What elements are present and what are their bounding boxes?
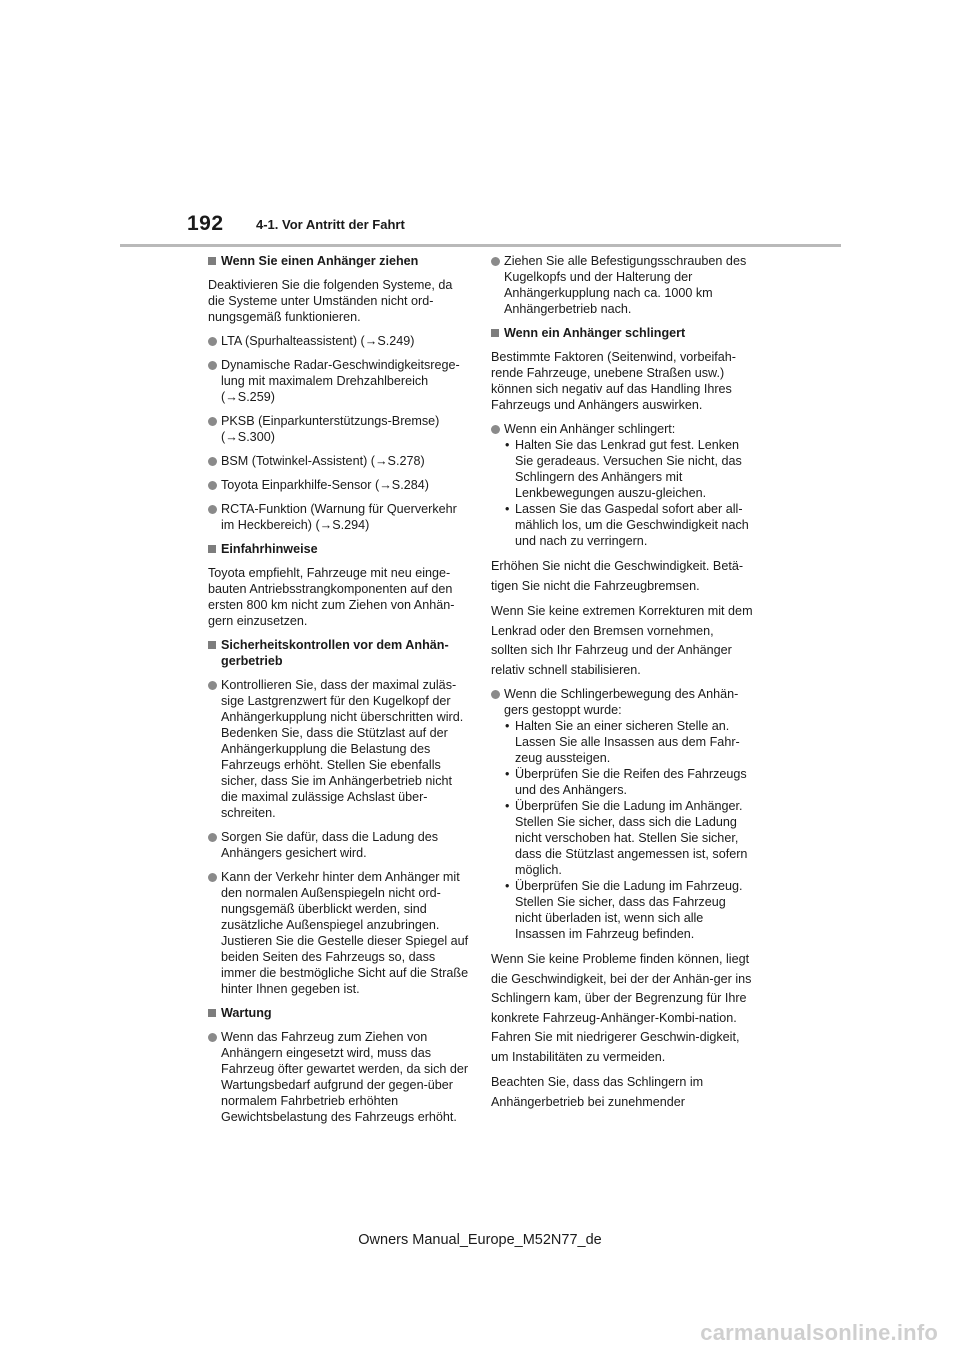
bullet-sicherheit: Kann der Verkehr hinter dem Anhänger mit den normalen Außenspiegeln nicht ord-nungsgemäß überblickt werden, sind zusätzliche Außenspiegel anzubringen. Justieren Sie die Gestelle dieser Spiegel auf beiden Seiten des Fahrzeugs so, dass immer die bestmögliche Sicht auf die Straße hinter Ihnen gegeben ist. xyxy=(208,869,470,997)
watermark: carmanualsonline.info xyxy=(700,1320,938,1345)
square-bullet-icon xyxy=(208,545,216,553)
circle-bullet-icon xyxy=(208,681,217,690)
bullet-schlinger xyxy=(491,421,753,549)
circle-bullet-icon xyxy=(491,425,500,434)
sub-item: • Überprüfen Sie die Reifen des Fahrzeugs und des Anhängers. xyxy=(505,767,747,797)
circle-bullet-icon xyxy=(208,337,217,346)
circle-bullet-icon xyxy=(208,833,217,842)
header-rule xyxy=(120,244,841,247)
paragraph-schlinger-intro: Bestimmte Faktoren (Seitenwind, vorbeifah-rende Fahrzeuge, unebene Straßen usw.) können sich negativ auf das Handling Ihres Fahrzeugs und Anhängers auswirken. xyxy=(491,350,736,412)
paragraph-erhoehen: Erhöhen Sie nicht die Geschwindigkeit. Betä-tigen Sie nicht die Fahrzeugbremsen. xyxy=(491,559,744,593)
bullet-system: LTA (Spurhalteassistent) (→S.249) xyxy=(208,333,470,349)
square-bullet-icon xyxy=(208,1009,216,1017)
bullet-schlinger-label: Wenn ein Anhänger schlingert: xyxy=(504,422,676,436)
paragraph-beachten: Beachten Sie, dass das Schlingern im Anhängerbetrieb bei zunehmender xyxy=(491,1075,704,1109)
sub-item: • Halten Sie an einer sicheren Stelle an. Lassen Sie alle Insassen aus dem Fahr-zeug aussteigen. xyxy=(505,719,740,765)
square-bullet-icon xyxy=(491,329,499,337)
circle-bullet-icon xyxy=(208,481,217,490)
circle-bullet-icon xyxy=(491,690,500,699)
circle-bullet-icon xyxy=(208,873,217,882)
section-title: 4-1. Vor Antritt der Fahrt xyxy=(256,217,405,232)
bullet-system: BSM (Totwinkel-Assistent) (→S.278) xyxy=(208,453,470,469)
circle-bullet-icon xyxy=(208,361,217,370)
circle-bullet-icon xyxy=(208,1033,217,1042)
bullet-system: Dynamische Radar-Geschwindigkeitsrege-lung mit maximalem Drehzahlbereich (→S.259) xyxy=(208,357,470,405)
left-column xyxy=(208,253,470,1133)
paragraph-probleme: Wenn Sie keine Probleme finden können, liegt die Geschwindigkeit, bei der der Anhän-ger ins Schlingern kam, über der Begrenzung für Ihre konkrete Fahrzeug-Anhänger-Kombi-nation. Fahren Sie mit niedrigerer Geschwin-digkeit, um Instabilitäten zu vermeiden. xyxy=(491,952,752,1064)
bullet-system: RCTA-Funktion (Warnung für Querverkehr im Heckbereich) (→S.294) xyxy=(208,501,470,533)
circle-bullet-icon xyxy=(208,505,217,514)
heading-schlinger: Wenn ein Anhänger schlingert xyxy=(491,325,753,341)
heading-anhaenger: Wenn Sie einen Anhänger ziehen xyxy=(208,253,470,269)
bullet-system: Toyota Einparkhilfe-Sensor (→S.284) xyxy=(208,477,470,493)
square-bullet-icon xyxy=(208,257,216,265)
footer-manual-id: Owners Manual_Europe_M52N77_de xyxy=(358,1232,602,1248)
bullet-gestoppt xyxy=(491,686,753,942)
bullet-system: PKSB (Einparkunterstützungs-Bremse) (→S.300) xyxy=(208,413,470,445)
circle-bullet-icon xyxy=(491,257,500,266)
bullet-gestoppt-label: Wenn die Schlingerbewegung des Anhän-gers gestoppt wurde: xyxy=(504,687,739,717)
heading-sicherheit: Sicherheitskontrollen vor dem Anhän-gerbetrieb xyxy=(208,637,470,669)
circle-bullet-icon xyxy=(208,457,217,466)
square-bullet-icon xyxy=(208,641,216,649)
right-column xyxy=(491,253,753,1112)
bullet-wartung: Wenn das Fahrzeug zum Ziehen von Anhängern eingesetzt wird, muss das Fahrzeug öfter gewartet werden, da sich der Wartungsbedarf aufgrund der gegen-über normalem Fahrbetrieb erhöhten Gewichtsbelastung des Fahrzeugs erhöht. xyxy=(208,1029,470,1125)
bullet-sicherheit: Sorgen Sie dafür, dass die Ladung des Anhängers gesichert wird. xyxy=(208,829,470,861)
sub-item: • Lassen Sie das Gaspedal sofort aber all-mählich los, um die Geschwindigkeit nach und nach zu verringern. xyxy=(505,502,749,548)
heading-einfahr: Einfahrhinweise xyxy=(208,541,470,557)
sub-item: • Überprüfen Sie die Ladung im Anhänger. Stellen Sie sicher, dass sich die Ladung nicht verschoben hat. Stellen Sie sicher, dass die Stützlast angemessen ist, sofern möglich. xyxy=(505,799,748,877)
paragraph-anhaenger-intro: Deaktivieren Sie die folgenden Systeme, da die Systeme unter Umständen nicht ord-nungsgemäß funktionieren. xyxy=(208,278,453,324)
page-number: 192 xyxy=(187,212,224,235)
sub-item: • Halten Sie das Lenkrad gut fest. Lenken Sie geradeaus. Versuchen Sie nicht, das Schlingern des Anhängers mit Lenkbewegungen auszu-gleichen. xyxy=(505,438,742,500)
paragraph-einfahr: Toyota empfiehlt, Fahrzeuge mit neu einge-bauten Antriebsstrangkomponenten auf den ersten 800 km nicht zum Ziehen von Anhän-gern einzusetzen. xyxy=(208,566,455,628)
paragraph-korrekturen: Wenn Sie keine extremen Korrekturen mit dem Lenkrad oder den Bremsen vornehmen, sollten sich Ihr Fahrzeug und der Anhänger relativ schnell stabilisieren. xyxy=(491,604,753,677)
bullet-schrauben: Ziehen Sie alle Befestigungsschrauben des Kugelkopfs und der Halterung der Anhängerkupplung nach ca. 1000 km Anhängerbetrieb nach. xyxy=(491,253,753,317)
sub-item: • Überprüfen Sie die Ladung im Fahrzeug. Stellen Sie sicher, dass das Fahrzeug nicht überladen ist, wenn sich alle Insassen im Fahrzeug befinden. xyxy=(505,879,743,941)
circle-bullet-icon xyxy=(208,417,217,426)
heading-wartung: Wartung xyxy=(208,1005,470,1021)
bullet-sicherheit: Kontrollieren Sie, dass der maximal zuläs-sige Lastgrenzwert für den Kugelkopf der Anhängerkupplung nicht überschritten wird. Bedenken Sie, dass die Stützlast auf der Anhängerkupplung die Belastung des Fahrzeugs erhöht. Stellen Sie ebenfalls sicher, dass Sie im Anhängerbetrieb nicht die maximal zulässige Achslast über-schreiten. xyxy=(208,677,470,821)
